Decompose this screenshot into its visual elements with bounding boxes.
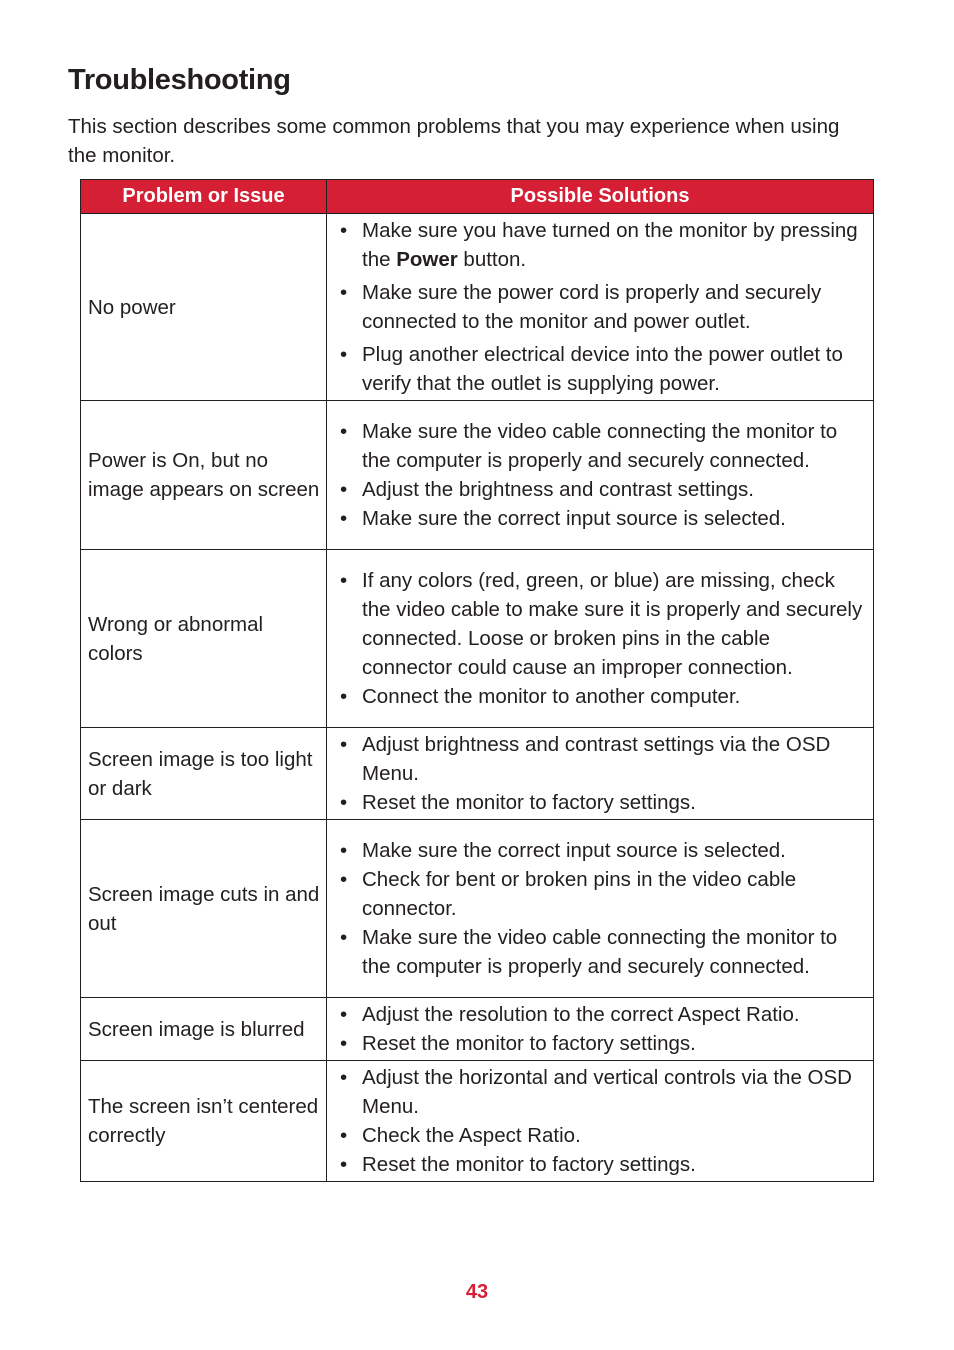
bullet-icon: • [340, 569, 348, 592]
header-solutions: Possible Solutions [327, 180, 874, 214]
solution-text: Make sure the video cable connecting the monitor to the computer is properly and securely connected. [362, 926, 838, 978]
list-item [340, 730, 865, 788]
solution-text: Make sure the video cable connecting the monitor to the computer is properly and securely connected. [362, 420, 838, 472]
bullet-icon: • [340, 1003, 348, 1026]
list-item [340, 340, 865, 398]
table-row [81, 820, 874, 998]
problem-cell: Power is On, but no image appears on screen [81, 401, 327, 550]
solutions-list [340, 216, 865, 398]
problem-cell: Wrong or abnormal colors [81, 550, 327, 728]
list-item [340, 475, 865, 504]
list-item [340, 216, 865, 274]
list-item [340, 1063, 865, 1121]
problem-cell: Screen image cuts in and out [81, 820, 327, 998]
list-item [340, 1121, 865, 1150]
bullet-icon: • [340, 733, 348, 756]
bullet-icon: • [340, 926, 348, 949]
table-row [81, 214, 874, 401]
bullet-icon: • [340, 791, 348, 814]
solution-text: Make sure the correct input source is selected. [362, 839, 786, 862]
list-item [340, 1150, 865, 1179]
bullet-icon: • [340, 868, 348, 891]
solution-text: Adjust the resolution to the correct Aspect Ratio. [362, 1003, 800, 1026]
solution-text: If any colors (red, green, or blue) are missing, check the video cable to make sure it is properly and securely connected. Loose or broken pins in the cable connector could cause an improper connection. [362, 569, 863, 679]
bullet-icon: • [340, 839, 348, 862]
problem-cell: Screen image is too light or dark [81, 728, 327, 820]
solution-text: Connect the monitor to another computer. [362, 685, 741, 708]
list-item [340, 1029, 865, 1058]
page-number: 43 [465, 1281, 489, 1303]
table-row [81, 1061, 874, 1182]
header-problem: Problem or Issue [81, 180, 327, 214]
bullet-icon: • [340, 420, 348, 443]
solutions-list [340, 730, 865, 817]
problem-cell: The screen isn’t centered correctly [81, 1061, 327, 1182]
list-item [340, 682, 865, 711]
solution-text: Make sure the correct input source is selected. [362, 507, 786, 530]
solution-text: Check for bent or broken pins in the video cable connector. [362, 868, 797, 920]
solutions-cell [327, 998, 874, 1061]
solutions-list [340, 836, 865, 981]
table-row [81, 401, 874, 550]
solution-text: Reset the monitor to factory settings. [362, 1032, 696, 1055]
solution-text: Adjust the brightness and contrast settings. [362, 478, 755, 501]
bullet-icon: • [340, 1153, 348, 1176]
list-item [340, 788, 865, 817]
table-body [81, 214, 874, 1182]
problem-cell: Screen image is blurred [81, 998, 327, 1061]
table-row [81, 998, 874, 1061]
solution-text: Reset the monitor to factory settings. [362, 1153, 696, 1176]
list-item [340, 865, 865, 923]
solution-text: button. [457, 248, 527, 271]
solutions-list [340, 1000, 865, 1058]
bullet-icon: • [340, 343, 348, 366]
list-item [340, 836, 865, 865]
problem-cell: No power [81, 214, 327, 401]
table-row [81, 728, 874, 820]
solutions-list [340, 566, 865, 711]
list-item [340, 566, 865, 682]
list-item [340, 504, 865, 533]
solutions-list [340, 1063, 865, 1179]
table-header-row [81, 180, 874, 214]
bullet-icon: • [340, 685, 348, 708]
bullet-icon: • [340, 281, 348, 304]
solutions-cell [327, 820, 874, 998]
table-row [81, 550, 874, 728]
solution-text: Plug another electrical device into the power outlet to verify that the outlet is supplying power. [362, 343, 843, 395]
solution-text: Adjust brightness and contrast settings via the OSD Menu. [362, 733, 831, 785]
solutions-cell [327, 401, 874, 550]
solutions-cell [327, 1061, 874, 1182]
solutions-cell [327, 728, 874, 820]
list-item [340, 923, 865, 981]
list-item [340, 278, 865, 336]
solution-text: Reset the monitor to factory settings. [362, 791, 696, 814]
solutions-list [340, 417, 865, 533]
bullet-icon: • [340, 1032, 348, 1055]
solution-text: Adjust the horizontal and vertical controls via the OSD Menu. [362, 1066, 852, 1118]
bullet-icon: • [340, 478, 348, 501]
bullet-icon: • [340, 507, 348, 530]
troubleshooting-table [80, 179, 874, 1182]
bullet-icon: • [340, 1066, 348, 1089]
intro-paragraph: This section describes some common problems that you may experience when using the monitor. [68, 115, 840, 167]
page-title: Troubleshooting [68, 64, 291, 96]
solution-text: Make sure you have turned on the monitor by pressing the [362, 219, 858, 271]
bullet-icon: • [340, 1124, 348, 1147]
list-item [340, 1000, 865, 1029]
solutions-cell [327, 214, 874, 401]
solutions-cell [327, 550, 874, 728]
solution-bold-text: Power [396, 248, 458, 271]
list-item [340, 417, 865, 475]
bullet-icon: • [340, 219, 348, 242]
solution-text: Make sure the power cord is properly and securely connected to the monitor and power outlet. [362, 281, 822, 333]
solution-text: Check the Aspect Ratio. [362, 1124, 581, 1147]
